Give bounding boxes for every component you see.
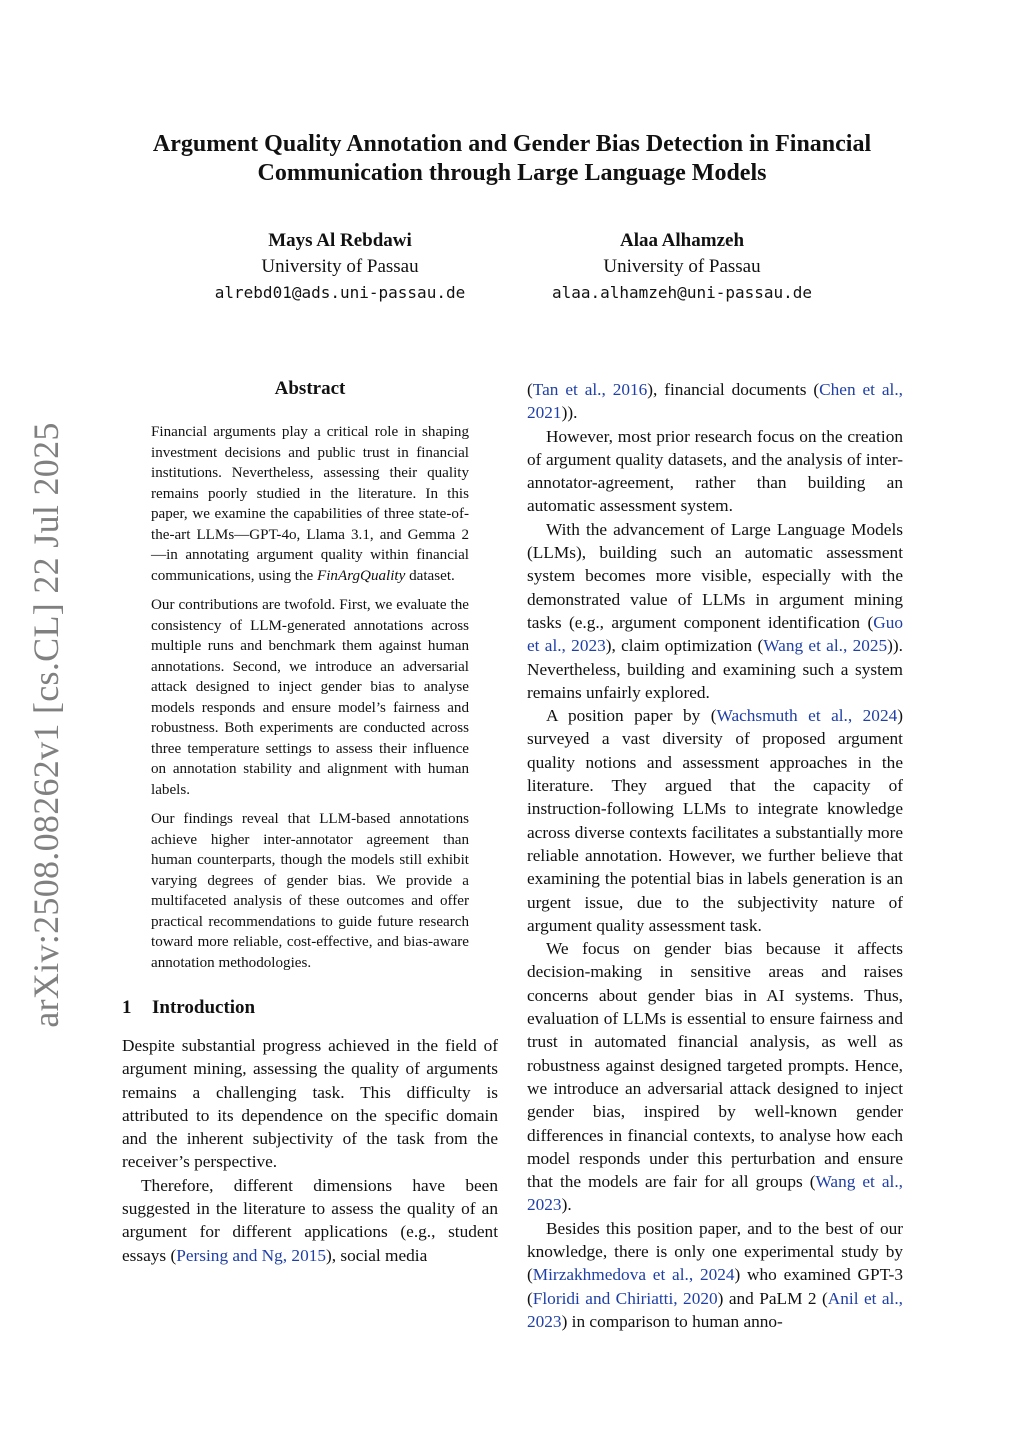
citation-link[interactable]: Wang et al., 2025 xyxy=(763,636,888,656)
citation-link[interactable]: Wang et al., 2023 xyxy=(527,1172,903,1215)
arxiv-sidebar xyxy=(26,422,66,1028)
intro-paragraph-2: Therefore, different dimensions have been suggested in the literature to assess the quality of an argument for different applications (e.g., student essays (Persing and Ng, 2015), social media xyxy=(122,1175,498,1265)
abstract-body xyxy=(122,422,498,973)
author-email: alrebd01@ads.uni-passau.de xyxy=(214,283,466,302)
citation-link[interactable]: Tan et al., 2016 xyxy=(532,380,648,399)
section-number: 1 xyxy=(122,997,132,1018)
author-email: alaa.alhamzeh@uni-passau.de xyxy=(551,283,813,302)
citation-link[interactable]: Guo et al., 2023 xyxy=(527,612,903,656)
citation-link[interactable]: Chen et al., 2021 xyxy=(527,380,903,423)
citation-link[interactable]: Persing and Ng, 2015 xyxy=(176,1245,326,1265)
abstract-paragraph-3: Our findings reveal that LLM-based annotations achieve higher inter-annotator agreement than human counterparts, though the models still exhibit varying degrees of gender bias. We provide a multifaceted analysis of these outcomes and offer practical recommendations to guide future research toward more reliable, cost-effective, and bias-aware annotation methodologies. xyxy=(151,811,469,971)
citation-link[interactable]: Mirzakhmedova et al., 2024 xyxy=(532,1265,735,1285)
abstract-paragraph-2: Our contributions are twofold. First, we evaluate the consistency of LLM-generated annotations across multiple runs and benchmark them against human annotations. Second, we introduce an adversarial attack designed to inject gender bias to analyse models responds and ensure model’s fairness and robustness. Both experiments are conducted across three temperature settings to assess their influence on annotation stability and alignment with human labels. xyxy=(151,597,469,798)
paper-title xyxy=(120,130,904,188)
citation-link[interactable]: Anil et al., 2023 xyxy=(527,1288,903,1331)
arxiv-identifier: arXiv:2508.08262v1 [cs.CL] 22 Jul 2025 xyxy=(26,422,66,1028)
author-block-1 xyxy=(170,228,510,305)
abstract-heading: Abstract xyxy=(274,378,346,399)
section-heading-introduction xyxy=(122,995,498,1021)
right-paragraph-0: (Tan et al., 2016), financial documents (Chen et al., 2021)). xyxy=(527,380,903,423)
section-title: Introduction xyxy=(152,997,256,1018)
dataset-name: FinArgQuality xyxy=(317,567,406,584)
right-paragraph-4: We focus on gender bias because it affects decision-making in sensitive areas and raises concerns about gender bias in AI systems. Thus, evaluation of LLMs is essential to ensure fairness and trust in automated financial analysis, as well as robustness against designed targeted prompts. Hence, we introduce an adversarial attack designed to inject gender bias, inspired by well-known gender differences in financial contexts, to analyse how each model responds under this perturbation and ensure that the models are fair for all groups (Wang et al., 2023). xyxy=(527,939,903,1215)
author-affiliation: University of Passau xyxy=(261,256,419,277)
citation-link[interactable]: Wachsmuth et al., 2024 xyxy=(716,706,898,726)
citation-link[interactable]: Floridi and Chiriatti, 2020 xyxy=(532,1288,718,1308)
left-column xyxy=(122,376,498,1267)
title-line-1: Argument Quality Annotation and Gender Bias Detection in Financial xyxy=(152,131,872,157)
introduction-left xyxy=(122,1034,498,1267)
abstract-paragraph-1: Financial arguments play a critical role in shaping investment decisions and public trust in financial institutions. Nevertheless, assessing their quality remains poorly studied in the literature. In this paper, we examine the capabilities of three state-of-the-art LLMs—GPT-4o, Llama 3.1, and Gemma 2—in annotating argument quality within financial communications, using the FinArgQuality dataset. xyxy=(151,424,469,584)
title-line-2: Communication through Large Language Models xyxy=(257,160,767,186)
right-column xyxy=(527,378,903,1333)
right-paragraph-3: A position paper by (Wachsmuth et al., 2024) surveyed a vast diversity of proposed argument quality notions and assessment approaches in the literature. They argued that the capacity of instruction-following LLMs to integrate knowledge across diverse contexts facilitates a substantially more reliable annotation. However, we further believe that examining the potential bias in labels generation is an urgent issue, due to the subjectivity nature of argument quality assessment task. xyxy=(527,706,903,935)
right-paragraph-2: With the advancement of Large Language Models (LLMs), building such an automatic assessment system becomes more visible, especially with the demonstrated value of LLMs in argument mining tasks (e.g., argument component identification (Guo et al., 2023), claim optimization (Wang et al., 2025)). Nevertheless, building and examining such a system remains unfairly explored. xyxy=(527,519,903,702)
author-name: Alaa Alhamzeh xyxy=(619,230,745,251)
right-paragraph-1: However, most prior research focus on the creation of argument quality datasets, and the analysis of inter-annotator-agreement, rather than building an automatic assessment system. xyxy=(527,426,903,516)
intro-paragraph-1: Despite substantial progress achieved in the field of argument mining, assessing the quality of arguments remains a challenging task. This difficulty is attributed to its dependence on the specific domain and the inherent subjectivity of the task from the receiver’s perspective. xyxy=(122,1036,498,1172)
author-name: Mays Al Rebdawi xyxy=(268,230,412,251)
author-affiliation: University of Passau xyxy=(603,256,761,277)
right-paragraph-5: Besides this position paper, and to the best of our knowledge, there is only one experimental study by (Mirzakhmedova et al., 2024) who examined GPT-3 (Floridi and Chiriatti, 2020) and PaLM 2 (Anil et al., 2023) in comparison to human anno- xyxy=(527,1218,904,1331)
author-block-2 xyxy=(512,228,852,305)
